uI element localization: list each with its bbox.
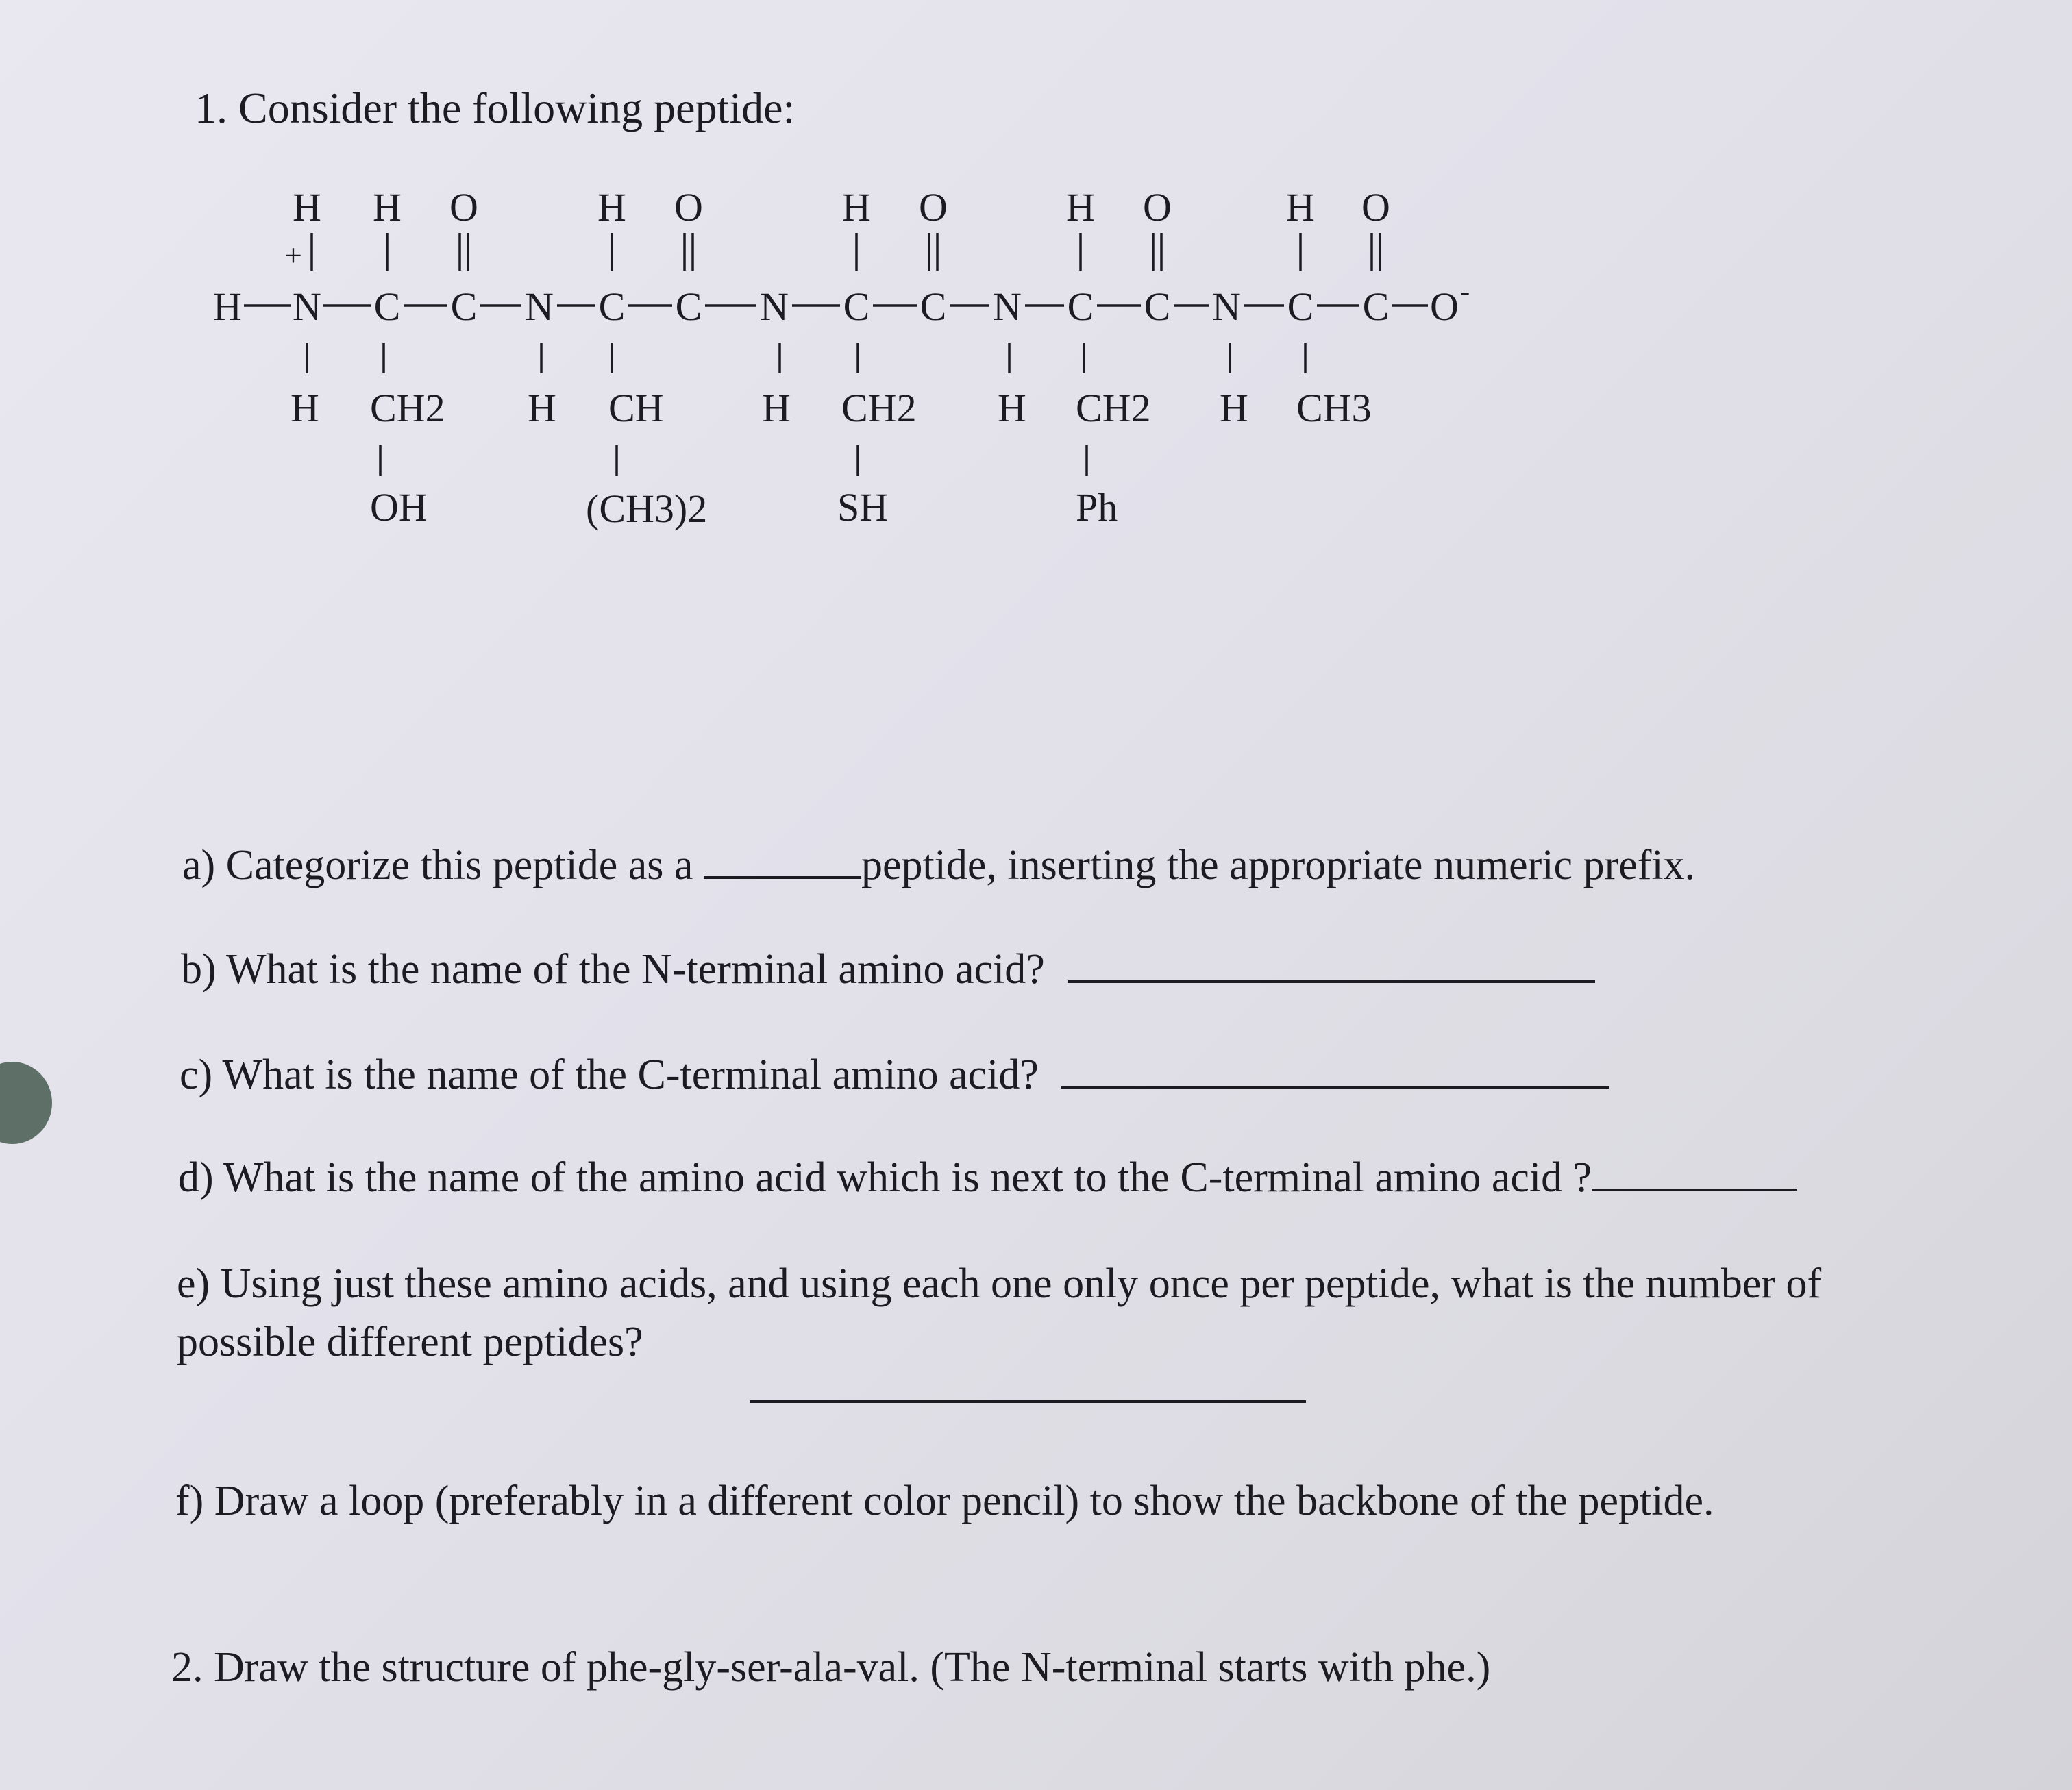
backbone-atom: N: [993, 284, 1022, 329]
alpha-hydrogen: H: [998, 386, 1026, 430]
alpha-hydrogen: H: [762, 386, 791, 430]
backbone-atom: N: [760, 284, 789, 329]
side-chain-group: CH: [608, 386, 664, 430]
positive-charge: +: [284, 238, 302, 273]
top-atom: H: [597, 185, 626, 229]
backbone-atom: O: [1430, 284, 1459, 329]
top-atom: H: [293, 185, 321, 229]
top-atom: H: [842, 185, 871, 229]
answer-blank-d[interactable]: [1592, 1189, 1797, 1191]
answer-blank-c[interactable]: [1061, 1086, 1610, 1089]
answer-blank-a[interactable]: [704, 876, 861, 879]
question-1e-line1: e) Using just these amino acids, and using each one only once per peptide, what is the number of: [177, 1260, 1822, 1307]
backbone-atom: N: [293, 284, 321, 329]
backbone-atom: C: [843, 284, 870, 329]
backbone-atom: C: [1067, 284, 1094, 329]
alpha-hydrogen: H: [1220, 386, 1248, 430]
question-1a-suffix: peptide, inserting the appropriate numeric prefix.: [861, 842, 1696, 888]
side-chain-group: CH2: [841, 386, 917, 430]
backbone-atom: C: [675, 284, 702, 329]
answer-blank-b[interactable]: [1068, 980, 1595, 983]
side-chain-group: CH2: [1076, 386, 1151, 430]
backbone-atom: C: [1362, 284, 1390, 329]
side-chain-terminal: Ph: [1076, 485, 1118, 530]
side-chain-terminal: SH: [837, 485, 889, 530]
side-chain-group: CH2: [370, 386, 445, 430]
backbone-atom: C: [373, 284, 401, 329]
question-1d: [178, 1156, 1797, 1199]
backbone-atom: C: [920, 284, 947, 329]
question-1c-text: c) What is the name of the C-terminal amino acid?: [180, 1052, 1039, 1098]
question-1b-text: b) What is the name of the N-terminal amino acid?: [181, 946, 1045, 993]
binder-hole: [0, 1062, 52, 1144]
question-1c: [180, 1054, 1610, 1096]
question-1b: [181, 948, 1595, 991]
answer-blank-e[interactable]: [750, 1400, 1306, 1403]
question-1a-prefix: a) Categorize this peptide as a: [182, 842, 693, 888]
question-1e-line2: possible different peptides?: [177, 1319, 643, 1365]
top-atom: O: [919, 185, 948, 229]
side-chain-terminal: (CH3)2: [586, 486, 708, 531]
negative-charge: -: [1459, 275, 1470, 308]
alpha-hydrogen: H: [528, 386, 556, 430]
peptide-structure: [0, 0, 2072, 617]
side-chain-group: CH3: [1296, 386, 1372, 430]
top-atom: H: [373, 185, 402, 229]
question-1d-text: d) What is the name of the amino acid which is next to the C-terminal amino acid ?: [178, 1154, 1592, 1201]
top-atom: O: [674, 185, 703, 229]
side-chain-terminal: OH: [370, 485, 428, 530]
top-atom: O: [1143, 185, 1172, 229]
backbone-atom: C: [1144, 284, 1171, 329]
top-atom: O: [1361, 185, 1390, 229]
backbone-atom: N: [1212, 284, 1241, 329]
top-atom: H: [1066, 185, 1095, 229]
backbone-atom: C: [598, 284, 626, 329]
alpha-hydrogen: H: [291, 386, 319, 430]
question-1f: f) Draw a loop (preferably in a different color pencil) to show the backbone of the peptide.: [175, 1478, 1714, 1524]
question-2: 2. Draw the structure of phe-gly-ser-ala-val. (The N-terminal starts with phe.): [171, 1644, 1491, 1691]
question-1-title: 1. Consider the following peptide:: [195, 84, 796, 132]
question-1a: [182, 844, 1695, 886]
backbone-atom: C: [1287, 284, 1314, 329]
top-atom: O: [449, 185, 478, 229]
backbone-atom: C: [450, 284, 478, 329]
backbone-atom: N: [525, 284, 554, 329]
backbone-atom: H: [213, 284, 242, 329]
top-atom: H: [1286, 185, 1315, 229]
